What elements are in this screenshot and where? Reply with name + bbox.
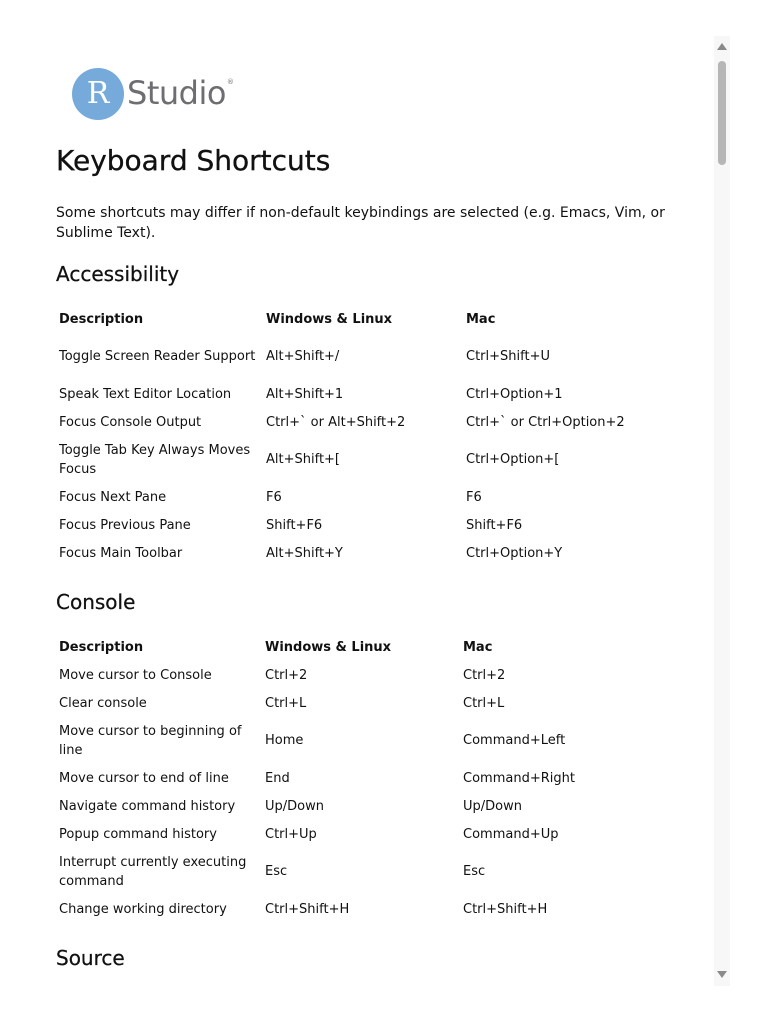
registered-mark: ® [226,78,234,86]
logo-wordmark: Studio [127,74,226,112]
table-row [56,820,660,848]
table-row [56,764,660,792]
table-row [56,848,660,895]
table-row [56,436,663,483]
shortcut-description: Toggle Tab Key Always Moves Focus [59,442,251,477]
shortcut-windows-linux: Ctrl+` or Alt+Shift+2 [266,414,406,430]
table-header-row [56,633,660,661]
vertical-scrollbar[interactable] [714,36,730,986]
shortcut-windows-linux: Alt+Shift+1 [266,386,344,402]
shortcut-mac: Ctrl+` or Ctrl+Option+2 [466,414,625,430]
shortcut-windows-linux: Alt+Shift+Y [266,545,343,561]
shortcut-description: Speak Text Editor Location [59,386,232,402]
column-header-windows-linux: Windows & Linux [266,311,393,327]
page-title: Keyboard Shortcuts [56,144,331,177]
table-row [56,539,663,567]
shortcut-windows-linux: Ctrl+2 [265,667,308,683]
console-shortcuts-table [56,633,660,923]
shortcut-windows-linux: Home [265,733,304,748]
shortcut-windows-linux: Ctrl+Shift+H [265,901,350,917]
section-title-accessibility: Accessibility [56,262,180,286]
shortcut-windows-linux: Alt+Shift+/ [266,349,340,364]
table-header-row [56,305,663,333]
shortcut-description: Clear console [59,695,147,711]
shortcut-mac: Ctrl+2 [463,667,506,683]
shortcut-description: Popup command history [59,826,217,842]
table-row [56,689,660,717]
section-title-console: Console [56,590,136,614]
shortcut-windows-linux: Ctrl+Up [265,826,317,842]
shortcut-mac: Up/Down [463,798,522,814]
scrollbar-thumb[interactable] [718,61,726,165]
table-row [56,717,660,764]
scroll-down-arrow-icon[interactable] [717,971,727,978]
shortcut-windows-linux: Up/Down [265,798,324,814]
table-row [56,511,663,539]
intro-text: Some shortcuts may differ if non-default keybindings are selected (e.g. Emacs, Vim, or Sublime Text). [56,205,665,241]
shortcut-description: Focus Main Toolbar [59,545,183,561]
shortcut-mac: Ctrl+Option+1 [466,386,563,402]
column-header-windows-linux: Windows & Linux [265,639,392,655]
column-header-mac: Mac [463,639,493,655]
shortcut-mac: Ctrl+Shift+U [466,349,550,364]
accessibility-shortcuts-table [56,305,663,567]
table-row [56,380,663,408]
shortcut-description: Change working directory [59,901,227,917]
table-row [56,483,663,511]
table-row [56,895,660,923]
shortcut-windows-linux: Esc [265,864,288,879]
shortcut-windows-linux: Shift+F6 [266,517,323,533]
shortcut-mac: Ctrl+Option+Y [466,545,563,561]
section-title-source: Source [56,946,125,970]
logo-r-mark: R [72,68,124,120]
shortcut-description: Focus Next Pane [59,489,167,505]
rstudio-logo [72,68,234,120]
shortcut-mac: Ctrl+Option+[ [466,452,560,467]
shortcut-mac: Command+Right [463,770,575,786]
shortcut-windows-linux: Alt+Shift+[ [266,452,341,467]
shortcut-mac: F6 [466,489,482,505]
shortcut-windows-linux: End [265,770,290,786]
column-header-mac: Mac [466,311,496,327]
shortcut-windows-linux: F6 [266,489,282,505]
shortcut-description: Toggle Screen Reader Support [59,349,256,364]
shortcut-mac: Ctrl+L [463,695,505,711]
table-row [56,408,663,436]
table-row [56,333,663,380]
shortcut-mac: Esc [463,864,486,879]
table-row [56,792,660,820]
shortcut-mac: Shift+F6 [466,517,523,533]
shortcut-description: Move cursor to end of line [59,770,229,786]
table-row [56,661,660,689]
shortcut-description: Focus Console Output [59,414,202,430]
shortcut-mac: Ctrl+Shift+H [463,901,548,917]
shortcut-description: Move cursor to beginning of line [59,723,242,758]
column-header-description: Description [59,639,144,655]
scroll-up-arrow-icon[interactable] [717,43,727,50]
shortcut-windows-linux: Ctrl+L [265,695,307,711]
shortcut-mac: Command+Left [463,733,566,748]
shortcut-description: Move cursor to Console [59,667,212,683]
shortcut-description: Navigate command history [59,798,236,814]
shortcut-mac: Command+Up [463,826,559,842]
column-header-description: Description [59,311,144,327]
shortcut-description: Focus Previous Pane [59,517,191,533]
shortcut-description: Interrupt currently executing command [59,854,247,889]
